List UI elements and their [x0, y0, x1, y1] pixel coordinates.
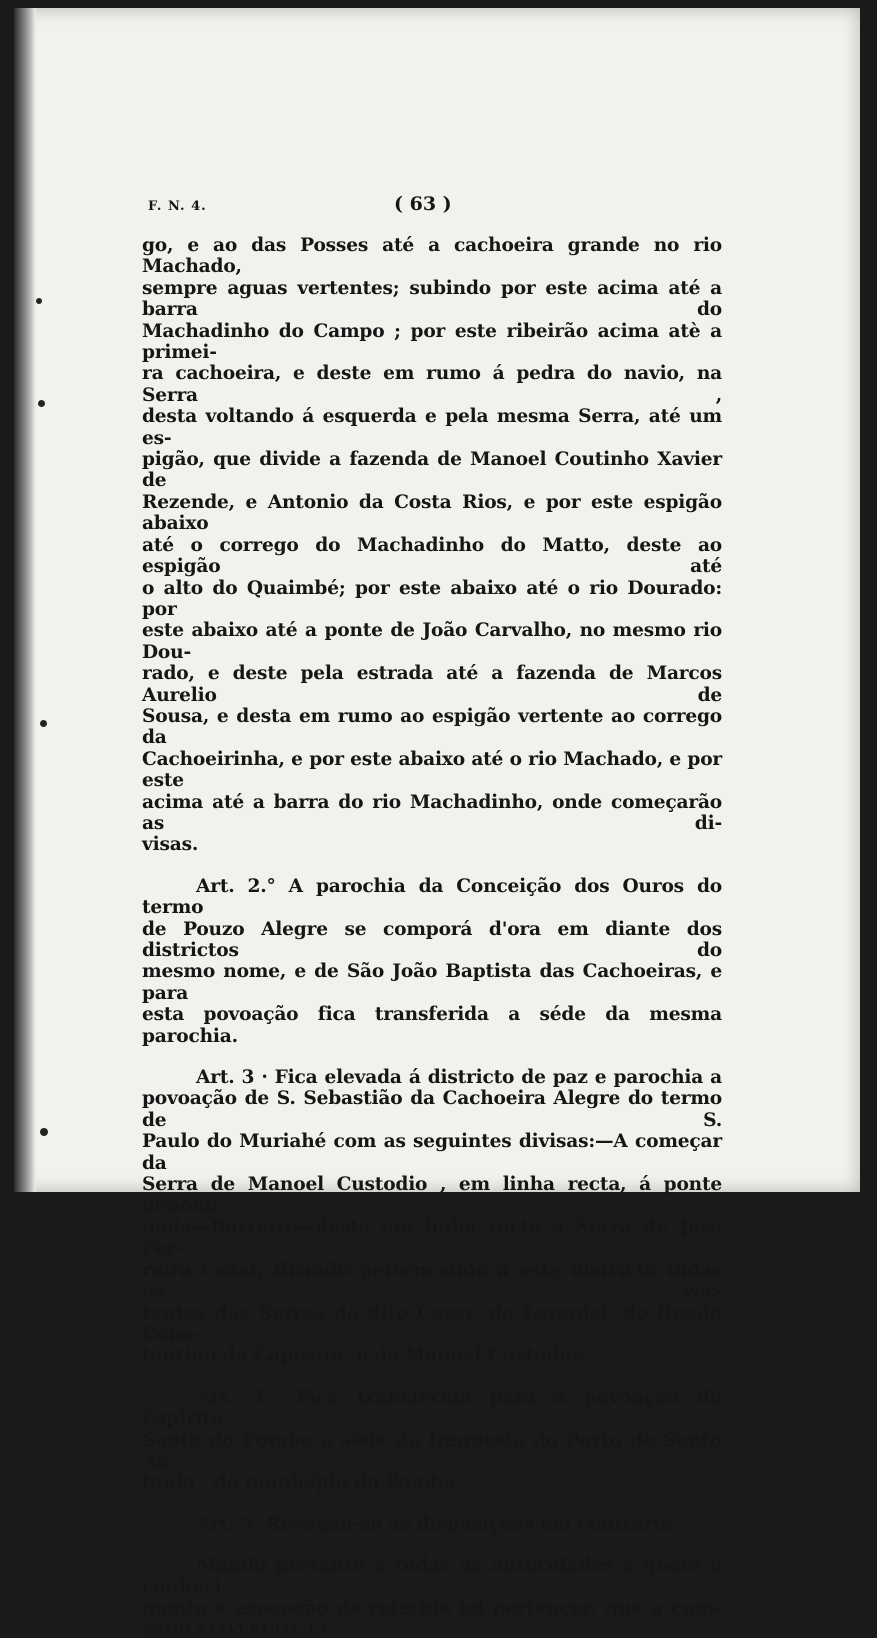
text-line: Paulo do Muriahé com as seguintes divisas:—A começar da [142, 1131, 722, 1174]
text-line: esta povoação fica transferida a séde da mesma parochia. [142, 1004, 722, 1047]
text-line: visas. [142, 834, 199, 856]
text-line: Santo do Pomba a séde da freguesia do Porto de Santo An- [142, 1429, 722, 1472]
article-3 [142, 1067, 722, 1367]
text-line: Sousa, e desta em rumo ao espigão vertente ao corrego da [142, 705, 722, 749]
article-2 [142, 876, 722, 1047]
text-line: rado, e deste pela estrada até a fazenda de Marcos Aurelio de [142, 663, 722, 706]
page-binding-edge [14, 8, 36, 1192]
page-header [142, 193, 722, 223]
text-line: de Pouzo Alegre se comporá d'ora em diante dos districtos do [142, 918, 722, 961]
text-line: Mando portanto a todas as autoridades a quem o conheci- [142, 1555, 722, 1598]
closing-paragraph [142, 1555, 722, 1619]
text-line: tantino do Capivara, e de Manoel Custodio. [142, 1345, 585, 1367]
text-line: Art. 2.° A parochia da Conceição dos Ouros do termo [142, 875, 722, 919]
page-body [142, 193, 722, 1638]
text-line: Art. 5· Revogão-se as disposições em contrario. [196, 1513, 679, 1535]
ink-speck [40, 720, 47, 727]
ink-speck [38, 400, 45, 407]
volume-footer: TOMO XXXVI PARTE 1.ª [142, 1623, 328, 1638]
text-line: nada—Barreiro—deste em linha recta á Serra de José Fer- [142, 1216, 722, 1260]
text-line: Machadinho do Campo ; por este ribeirão acima atè a primei- [142, 320, 722, 364]
text-line: mento e execução da referida lei pertencer, que a cum- [142, 1597, 722, 1619]
text-line: reira Cezar, ficando pertencendo á este districto todas as ver- [142, 1259, 722, 1303]
text-line: tonio , do municipio do Pomba. [142, 1472, 462, 1494]
text-line: Serra de Manoel Custodio , em linha recta, á ponte denomi- [142, 1174, 722, 1217]
text-line: este abaixo até a ponte de João Carvalho, no mesmo rio Dou- [142, 620, 722, 663]
text-line: ra cachoeira, e deste em rumo á pedra do navio, na Serra , [142, 363, 722, 406]
article-5 [142, 1514, 722, 1535]
text-line: Art. 4.· Fica transferida para a povoação do Espirito [142, 1386, 722, 1430]
text-line: pigão, que divide a fazenda de Manoel Coutinho Xavier de [142, 449, 722, 492]
scanned-page [14, 8, 860, 1638]
text-line: Rezende, e Antonio da Costa Rios, e por este espigão abaixo [142, 491, 722, 535]
text-line: acima até a barra do rio Machadinho, onde começarão as di- [142, 791, 722, 834]
text-line: Art. 3 · Fica elevada á districto de paz e parochia a [196, 1067, 722, 1089]
printer-signature: F. N. 4. [148, 199, 207, 214]
text-line: mesmo nome, e de São João Baptista das Cachoeiras, e para [142, 961, 722, 1004]
text-line: povoação de S. Sebastião da Cachoeira Alegre do termo de S. [142, 1088, 722, 1131]
page-number: ( 63 ) [394, 193, 452, 215]
article-4 [142, 1387, 722, 1494]
text-line: o alto do Quaimbé; por este abaixo até o rio Dourado: por [142, 577, 722, 620]
text-line: desta voltando á esquerda e pela mesma Serra, até um es- [142, 406, 722, 449]
text-line: Cachoeirinha, e por este abaixo até o rio Machado, e por este [142, 748, 722, 792]
ink-speck [40, 1128, 48, 1136]
text-line: go, e ao das Posses até a cachoeira grande no rio Machado, [142, 235, 722, 278]
ink-speck [36, 298, 42, 304]
text-line: tentes das Serras do dito Cezar, do Laranjal, do finado Cons- [142, 1302, 722, 1345]
text-line: sempre aguas vertentes; subindo por este acima até a barra do [142, 277, 722, 321]
paragraph-boundaries [142, 235, 722, 856]
text-line: até o corrego do Machadinho do Matto, deste ao espigão até [142, 534, 722, 578]
